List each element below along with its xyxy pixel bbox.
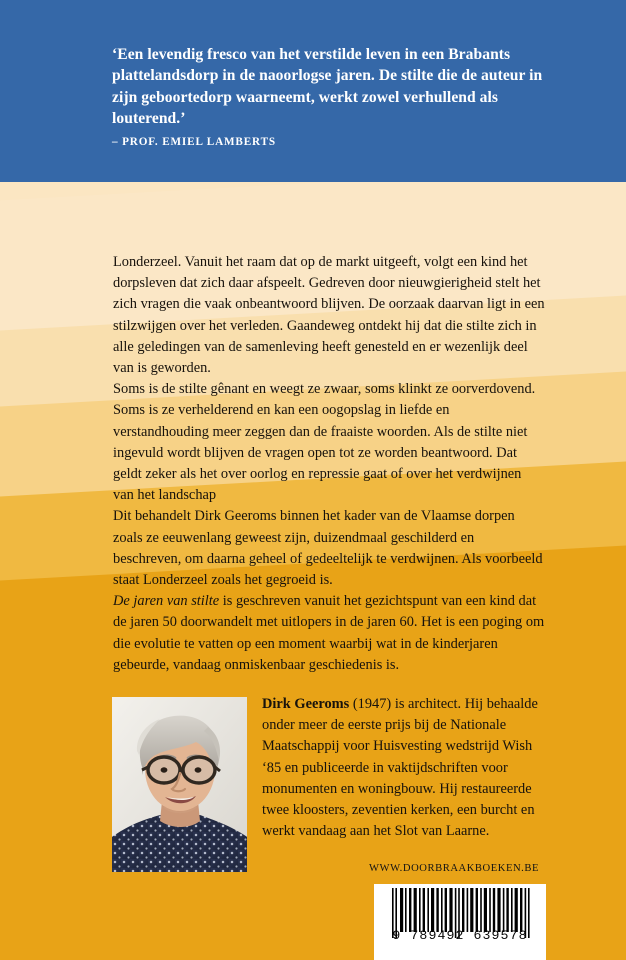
blurb-paragraph-4 (113, 591, 545, 676)
author-photo (112, 697, 247, 872)
review-quote: ‘Een levendig fresco van het verstilde leven in een Brabants plattelandsdorp in de naoorlogse jaren. De stilte die de auteur in zijn geboortedorp waarneemt, werkt zowel verhullend als louterend.’ (112, 46, 543, 128)
quote-attribution: – PROF. EMIEL LAMBERTS (112, 136, 276, 148)
blurb-paragraph-2: Soms is de stilte gênant en weegt ze zwaar, soms klinkt ze oorverdovend. Soms is ze verhelderend en kan een oogopslag in liefde en verstandhouding meer zeggen dan de fraaiste woorden. Als de stilte niet ingevuld wordt blijven de vragen open tot ze worden beantwoord. Dat geldt zeker als het over oorlog en repressie gaat of over het verdwijnen van het landschap (113, 381, 536, 504)
blurb-paragraph-3: Dit behandelt Dirk Geeroms binnen het kader van de Vlaamse dorpen zoals ze eeuwenlang geweest zijn, duizendmaal geschilderd en beschreven, om daarna geheel of gedeeltelijk te verdwijnen. Als voorbeeld staat Londerzeel zoals het gegroeid is. (113, 508, 543, 589)
isbn-number: 9 789492 639578 (392, 928, 528, 943)
author-bio (262, 694, 546, 842)
quote-header-panel (0, 0, 626, 182)
author-portrait-illustration (112, 697, 247, 872)
blurb-paragraph-1: Londerzeel. Vanuit het raam dat op de markt uitgeeft, volgt een kind het dorpsleven dat zich daar afspeelt. Gedreven door nieuwgierigheid stelt het zich vragen die vaak onbeantwoord blijven. De oorzaak daarvan ligt in een stilzwijgen over het verleden. Gaandeweg ontdekt hij dat die stilte zich in alle geledingen van de samenleving heeft genesteld en er wezenlijk deel van is geworden. (113, 254, 545, 377)
blurb-paragraph-4-rest: is geschreven vanuit het gezichtspunt van een kind dat de jaren 50 doorwandelt met uitlopers in de jaren 60. Het is een poging om die evolutie te vatten op een moment waarbij wat in de kinderjaren gebeurde, vandaag onmiskenbaar geschiedenis is. (113, 593, 545, 673)
isbn-barcode (374, 884, 546, 960)
publisher-url[interactable]: WWW.DOORBRAAKBOEKEN.BE (369, 863, 540, 874)
author-name: Dirk Geeroms (262, 696, 350, 712)
book-title-italic: De jaren van stilte (113, 593, 220, 610)
author-bio-text: (1947) is architect. Hij behaalde onder meer de eerste prijs bij de Nationale Maatschappij voor Huisvesting wedstrijd Wish ‘85 en publiceerde in vaktijdschriften voor monumenten en woningbouw. Hij restaureerde twee kloosters, zeventien kerken, een burcht en werkt vandaag aan het Slot van Laarne. (262, 696, 538, 840)
blurb-text (113, 252, 545, 676)
